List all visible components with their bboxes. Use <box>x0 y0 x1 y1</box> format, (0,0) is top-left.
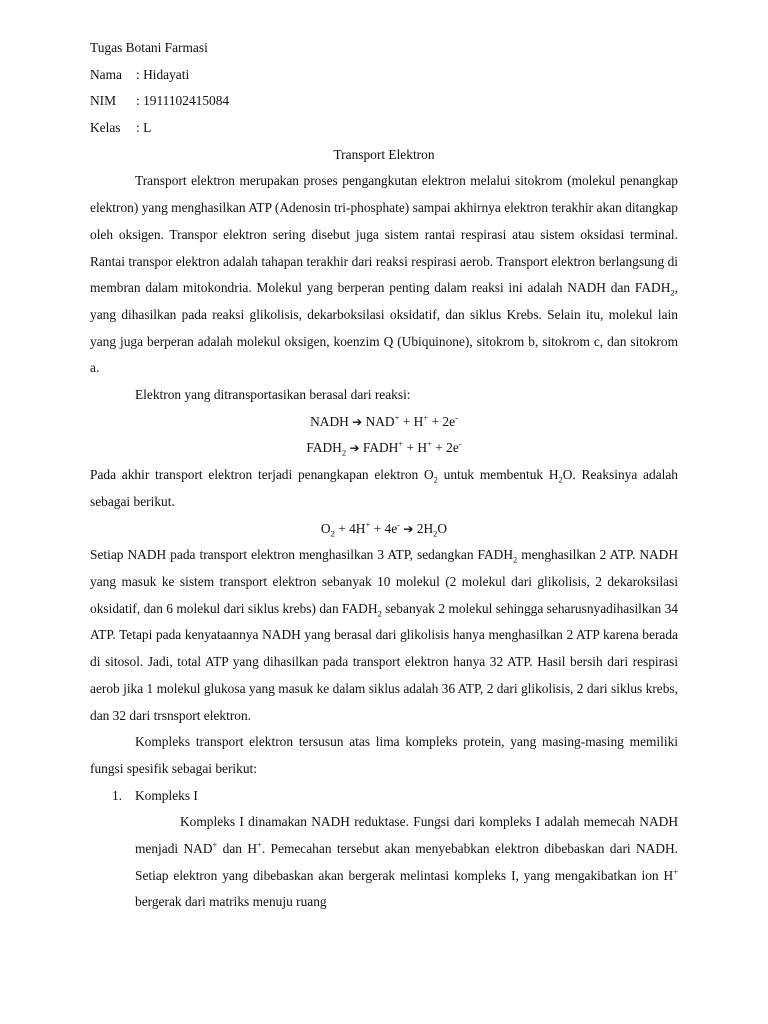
class-value: : L <box>136 120 152 136</box>
text-run: . Pemecahan tersebut akan menyebabkan elektron dibebaskan dari NADH. Setiap elektron yang dibebaskan akan bergerak melintasi kompleks I, yang mengakibatkan ion H <box>135 841 679 883</box>
document-title: Transport Elektron <box>333 146 435 162</box>
text-run: Kompleks I dinamakan NADH reduktase. Fungsi dari kompleks I adalah memecah NADH menjadi NAD <box>135 814 678 857</box>
subscript: 2 <box>513 554 518 565</box>
superscript: + <box>257 839 262 850</box>
paragraph-intro-text: Transport elektron merupakan proses pengangkutan elektron melalui sitokrom (molekul penangkap elektron) yang menghasilkan ATP (Adenosin tri-phosphate) sampai akhirnya elektron terakhir akan ditangkap oleh oksigen. Transpor elektron sering disebut juga sistem rantai respirasi atau sistem oksidasi terminal. Rantai transpor elektron adalah tahapan terakhir dari reaksi respirasi aerob. Transport elektron berlangsung di membran dalam mitokondria. Molekul yang berperan penting dalam reaksi ini adalah NADH dan FADH <box>90 173 678 296</box>
eq-term: O <box>320 520 331 536</box>
name-label: Nama <box>90 66 122 82</box>
eq-term: + 4e <box>370 520 398 536</box>
name-line <box>90 62 678 89</box>
superscript: + <box>427 439 432 450</box>
class-line <box>90 115 678 142</box>
subscript: 2 <box>558 474 563 485</box>
superscript: + <box>365 519 371 530</box>
nim-value: : 1911102415084 <box>136 93 230 109</box>
list-heading: Kompleks I <box>135 787 198 803</box>
text-run: Pada akhir transport elektron terjadi penangkapan elektron O <box>90 467 434 483</box>
eq-term: + 2e <box>428 413 456 429</box>
subscript: 2 <box>670 287 675 298</box>
subscript: 2 <box>377 608 382 619</box>
text-run: dan H <box>217 841 258 857</box>
subscript: 2 <box>330 528 335 539</box>
eq-term: + 2e <box>431 440 459 456</box>
equation-water <box>90 516 678 543</box>
superscript: + <box>212 839 218 850</box>
eq-term: O <box>437 520 448 536</box>
superscript: - <box>458 439 462 450</box>
text-run: O. Reaksinya adalah sebagai berikut. <box>90 467 678 509</box>
eq-term: FADH <box>306 440 342 456</box>
list-item <box>90 783 678 810</box>
text-run: menghasilkan 2 ATP. NADH yang masuk ke sistem transport elektron sebanyak 10 molekul (2 molekul dari glikolisis, 2 dekaroksilasi oksidatif, dan 6 molekul dari siklus krebs) dan FADH <box>90 547 679 616</box>
list-item-body <box>90 809 678 916</box>
eq-term: + H <box>403 440 428 456</box>
superscript: + <box>423 412 429 423</box>
eq-term: NAD <box>365 413 395 429</box>
paragraph-atp <box>90 542 678 729</box>
name-value: : Hidayati <box>136 66 190 82</box>
paragraph-reaction-intro: Elektron yang ditransportasikan berasal dari reaksi: <box>135 387 411 403</box>
text-run: bergerak dari matriks menuju ruang <box>135 894 327 910</box>
eq-term: NADH <box>310 413 349 429</box>
list-number: 1. <box>112 787 123 803</box>
text-run: untuk membentuk H <box>437 467 559 483</box>
superscript: + <box>673 866 678 877</box>
superscript: - <box>397 519 400 530</box>
arrow-icon: ➔ <box>352 414 363 429</box>
paragraph-oxygen <box>90 462 678 515</box>
eq-term: + 4H <box>334 520 366 536</box>
subscript: 2 <box>433 474 438 485</box>
course-title: Tugas Botani Farmasi <box>90 40 208 55</box>
eq-term: + H <box>399 413 424 429</box>
eq-term: FADH <box>362 440 399 456</box>
superscript: + <box>398 439 404 450</box>
text-run: Setiap NADH pada transport elektron menghasilkan 3 ATP, sedangkan FADH <box>90 547 514 563</box>
superscript: + <box>394 412 400 423</box>
equation-nadh <box>90 409 678 436</box>
class-label: Kelas <box>90 120 121 136</box>
paragraph-intro <box>90 168 678 382</box>
superscript: - <box>455 412 458 423</box>
arrow-icon: ➔ <box>349 441 360 456</box>
paragraph-complexes: Kompleks transport elektron tersusun atas lima kompleks protein, yang masing-masing memiliki fungsi spesifik sebagai berikut: <box>90 734 678 776</box>
nim-label: NIM <box>90 93 117 109</box>
equation-fadh2 <box>90 435 678 462</box>
arrow-icon: ➔ <box>403 521 414 536</box>
subscript: 2 <box>341 448 347 459</box>
eq-term: 2H <box>416 520 434 536</box>
subscript: 2 <box>433 528 438 539</box>
text-run: sebanyak 2 molekul sehingga seharusnyadihasilkan 34 ATP. Tetapi pada kenyataannya NADH yang berasal dari glikolisis hanya menghasilkan 2 ATP karena berada di sitosol. Jadi, total ATP yang dihasilkan pada transport elektron hanya 32 ATP. Hasil bersih dari respirasi aerob jika 1 molekul glukosa yang masuk ke dalam siklus adalah 36 ATP, 2 dari glikolisis, 2 dari siklus krebs, dan 32 dari trsnsport elektron. <box>90 600 678 723</box>
nim-line <box>90 88 678 115</box>
paragraph-intro-end: , yang dihasilkan pada reaksi glikolisis, dekarboksilasi oksidatif, dan siklus Krebs. Selain itu, molekul lain yang juga berperan adalah molekul oksigen, koenzim Q (Ubiquinone), sitokrom b, sitokrom c, dan sitokrom a. <box>90 280 678 376</box>
